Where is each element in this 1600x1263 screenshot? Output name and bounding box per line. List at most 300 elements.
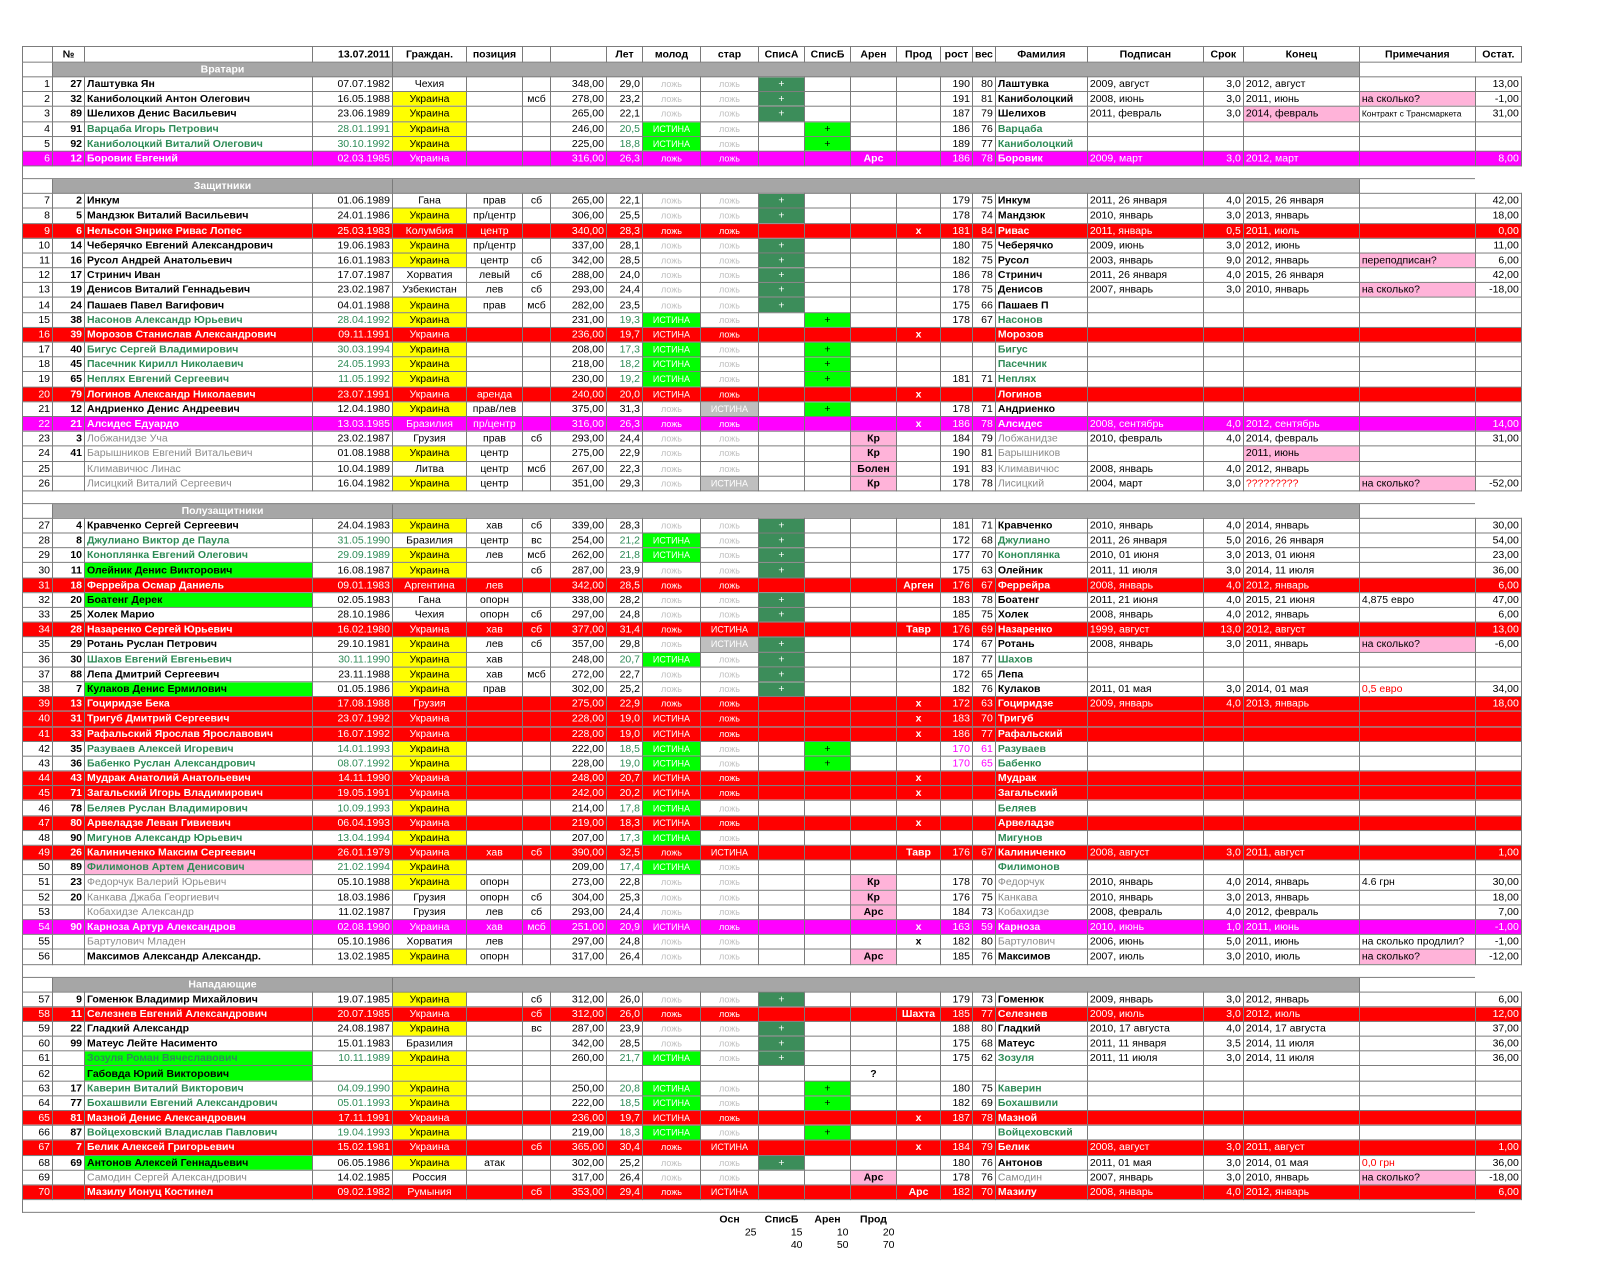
contract-end[interactable]: 2013, январь — [1243, 890, 1359, 905]
player-row[interactable] — [23, 1096, 1522, 1111]
salary[interactable]: 282,00 — [551, 298, 607, 313]
sale[interactable] — [897, 461, 941, 476]
loan[interactable] — [851, 992, 897, 1007]
remaining[interactable]: 6,00 — [1475, 253, 1521, 268]
row-index[interactable]: 53 — [23, 905, 53, 920]
remaining[interactable]: 47,00 — [1475, 593, 1521, 608]
position[interactable] — [467, 1125, 523, 1140]
list-a[interactable] — [759, 446, 805, 461]
loan[interactable] — [851, 238, 897, 253]
player-name[interactable]: Насонов Александр Юрьевич — [85, 312, 313, 327]
height[interactable] — [941, 327, 973, 342]
young-flag[interactable]: ложь — [643, 518, 701, 533]
player-row[interactable] — [23, 1066, 1522, 1081]
contract-end[interactable]: 2010, июль — [1243, 949, 1359, 964]
remaining[interactable] — [1475, 816, 1521, 831]
contract-end[interactable]: 2010, январь — [1243, 283, 1359, 298]
loan[interactable] — [851, 548, 897, 563]
contract-end[interactable] — [1243, 786, 1359, 801]
cell[interactable] — [805, 964, 851, 977]
row-index[interactable]: 50 — [23, 860, 53, 875]
salary[interactable]: 342,00 — [551, 253, 607, 268]
player-number[interactable] — [53, 1066, 85, 1081]
loan[interactable] — [851, 652, 897, 667]
list-a[interactable]: + — [759, 992, 805, 1007]
remaining[interactable] — [1475, 342, 1521, 357]
player-row[interactable] — [23, 652, 1522, 667]
birth-date[interactable]: 23.11.1988 — [313, 667, 393, 682]
contract-end[interactable]: 2010, январь — [1243, 1170, 1359, 1185]
surname[interactable]: Каниболоцкий — [995, 136, 1087, 151]
column-header[interactable]: СписА — [759, 46, 805, 62]
loan[interactable] — [851, 1111, 897, 1126]
position[interactable] — [467, 860, 523, 875]
cell[interactable] — [523, 1238, 551, 1251]
remaining[interactable]: 12,00 — [1475, 1006, 1521, 1021]
role[interactable] — [523, 830, 551, 845]
contract-end[interactable] — [1243, 830, 1359, 845]
term[interactable]: 3,0 — [1203, 1140, 1243, 1155]
column-header[interactable]: Арен — [851, 46, 897, 62]
loan[interactable] — [851, 1125, 897, 1140]
height[interactable] — [941, 830, 973, 845]
sale[interactable]: Тавр — [897, 845, 941, 860]
old-flag[interactable]: ложь — [701, 298, 759, 313]
list-b[interactable] — [805, 905, 851, 920]
column-header[interactable] — [551, 46, 607, 62]
note[interactable]: на сколько? — [1359, 283, 1475, 298]
sale[interactable]: x — [897, 1111, 941, 1126]
list-b[interactable] — [805, 949, 851, 964]
note[interactable] — [1359, 387, 1475, 402]
cell[interactable] — [643, 1200, 701, 1213]
weight[interactable]: 66 — [973, 298, 996, 313]
age[interactable]: 17,4 — [607, 860, 643, 875]
cell[interactable] — [851, 166, 897, 179]
height[interactable] — [941, 1066, 973, 1081]
list-a[interactable] — [759, 697, 805, 712]
weight[interactable]: 69 — [973, 622, 996, 637]
old-flag[interactable]: ложь — [701, 461, 759, 476]
cell[interactable] — [973, 166, 996, 179]
age[interactable]: 23,5 — [607, 298, 643, 313]
young-flag[interactable]: ИСТИНА — [643, 1081, 701, 1096]
term[interactable]: 5,0 — [1203, 934, 1243, 949]
surname[interactable]: Боровик — [995, 151, 1087, 166]
player-name[interactable]: Каниболоцкий Виталий Олегович — [85, 136, 313, 151]
signed[interactable] — [1087, 711, 1203, 726]
list-a[interactable] — [759, 875, 805, 890]
list-a[interactable] — [759, 622, 805, 637]
contract-end[interactable]: 2014, 11 июля — [1243, 1036, 1359, 1051]
citizenship[interactable]: Украина — [393, 711, 467, 726]
contract-end[interactable]: 2014, январь — [1243, 518, 1359, 533]
column-header[interactable]: Граждан. — [393, 46, 467, 62]
cell[interactable] — [23, 1200, 53, 1213]
cell[interactable] — [467, 1238, 523, 1251]
list-a[interactable] — [759, 402, 805, 417]
salary[interactable]: 316,00 — [551, 151, 607, 166]
cell[interactable] — [1243, 964, 1359, 977]
row-index[interactable]: 21 — [23, 402, 53, 417]
cell[interactable] — [85, 1226, 313, 1239]
surname[interactable]: Каверин — [995, 1081, 1087, 1096]
list-b[interactable] — [805, 327, 851, 342]
player-row[interactable] — [23, 223, 1522, 238]
row-index[interactable]: 36 — [23, 652, 53, 667]
loan[interactable] — [851, 771, 897, 786]
totals-value[interactable]: 10 — [836, 1226, 849, 1238]
young-flag[interactable]: ложь — [643, 905, 701, 920]
section-bar[interactable] — [393, 977, 1360, 992]
list-a[interactable] — [759, 890, 805, 905]
cell[interactable] — [941, 166, 973, 179]
signed[interactable]: 2008, январь — [1087, 607, 1203, 622]
citizenship[interactable]: Украина — [393, 1140, 467, 1155]
loan[interactable]: Арс — [851, 1170, 897, 1185]
player-row[interactable] — [23, 446, 1522, 461]
signed[interactable]: 2011, январь — [1087, 223, 1203, 238]
player-row[interactable] — [23, 327, 1522, 342]
term[interactable] — [1203, 372, 1243, 387]
birth-date[interactable]: 19.06.1983 — [313, 238, 393, 253]
cell[interactable] — [851, 1200, 897, 1213]
role[interactable]: мсб — [523, 92, 551, 107]
loan[interactable]: Болен — [851, 461, 897, 476]
remaining[interactable] — [1475, 741, 1521, 756]
young-flag[interactable]: ложь — [643, 1155, 701, 1170]
weight[interactable]: 63 — [973, 563, 996, 578]
cell[interactable] — [523, 964, 551, 977]
remaining[interactable]: -6,00 — [1475, 637, 1521, 652]
term[interactable]: 4,0 — [1203, 697, 1243, 712]
surname[interactable]: Мигунов — [995, 830, 1087, 845]
term[interactable]: 3,5 — [1203, 1036, 1243, 1051]
term[interactable] — [1203, 402, 1243, 417]
list-a[interactable]: + — [759, 283, 805, 298]
role[interactable] — [523, 771, 551, 786]
old-flag[interactable]: ложь — [701, 1051, 759, 1066]
player-row[interactable] — [23, 1021, 1522, 1036]
salary[interactable]: 267,00 — [551, 461, 607, 476]
citizenship[interactable]: Гана — [393, 593, 467, 608]
player-row[interactable] — [23, 711, 1522, 726]
player-row[interactable] — [23, 1155, 1522, 1170]
note[interactable] — [1359, 136, 1475, 151]
cell[interactable] — [607, 1238, 643, 1251]
player-number[interactable]: 14 — [53, 238, 85, 253]
loan[interactable] — [851, 637, 897, 652]
age[interactable]: 20,0 — [607, 387, 643, 402]
note[interactable] — [1359, 563, 1475, 578]
note[interactable] — [1359, 1081, 1475, 1096]
role[interactable] — [523, 446, 551, 461]
old-flag[interactable]: ложь — [701, 726, 759, 741]
young-flag[interactable]: ложь — [643, 431, 701, 446]
row-index[interactable]: 5 — [23, 136, 53, 151]
player-number[interactable]: 27 — [53, 77, 85, 92]
position[interactable]: опорн — [467, 607, 523, 622]
player-row[interactable] — [23, 756, 1522, 771]
birth-date[interactable]: 30.10.1992 — [313, 136, 393, 151]
totals-value[interactable]: 70 — [882, 1238, 895, 1251]
sale[interactable] — [897, 652, 941, 667]
birth-date[interactable]: 28.10.1986 — [313, 607, 393, 622]
remaining[interactable] — [1475, 667, 1521, 682]
position[interactable] — [467, 786, 523, 801]
young-flag[interactable]: ложь — [643, 238, 701, 253]
contract-end[interactable] — [1243, 136, 1359, 151]
position[interactable] — [467, 372, 523, 387]
list-a[interactable] — [759, 1170, 805, 1185]
list-a[interactable] — [759, 830, 805, 845]
surname[interactable]: Климавичюс — [995, 461, 1087, 476]
citizenship[interactable]: Хорватия — [393, 934, 467, 949]
header-cell[interactable] — [23, 46, 53, 62]
term[interactable] — [1203, 711, 1243, 726]
column-header[interactable]: Конец — [1243, 46, 1359, 62]
contract-end[interactable]: 2014, 11 июля — [1243, 1051, 1359, 1066]
row-index[interactable]: 64 — [23, 1096, 53, 1111]
old-flag[interactable]: ложь — [701, 786, 759, 801]
sale[interactable] — [897, 476, 941, 491]
row-index[interactable]: 35 — [23, 637, 53, 652]
row-index[interactable]: 55 — [23, 934, 53, 949]
height[interactable]: 179 — [941, 193, 973, 208]
young-flag[interactable]: ИСТИНА — [643, 801, 701, 816]
signed[interactable] — [1087, 1125, 1203, 1140]
salary[interactable]: 228,00 — [551, 711, 607, 726]
citizenship[interactable]: Чехия — [393, 607, 467, 622]
citizenship[interactable]: Румыния — [393, 1185, 467, 1200]
player-number[interactable]: 87 — [53, 1125, 85, 1140]
cell[interactable] — [313, 1200, 393, 1213]
term[interactable] — [1203, 816, 1243, 831]
position[interactable] — [467, 1036, 523, 1051]
height[interactable]: 181 — [941, 223, 973, 238]
list-b[interactable] — [805, 431, 851, 446]
list-b[interactable] — [805, 786, 851, 801]
salary[interactable]: 230,00 — [551, 372, 607, 387]
position[interactable] — [467, 1185, 523, 1200]
row-index[interactable]: 33 — [23, 607, 53, 622]
young-flag[interactable]: ИСТИНА — [643, 1096, 701, 1111]
player-number[interactable]: 20 — [53, 593, 85, 608]
list-b[interactable] — [805, 637, 851, 652]
sale[interactable] — [897, 1081, 941, 1096]
surname[interactable]: Барышников — [995, 446, 1087, 461]
age[interactable]: 20,2 — [607, 786, 643, 801]
contract-end[interactable]: 2012, январь — [1243, 253, 1359, 268]
old-flag[interactable]: ложь — [701, 327, 759, 342]
old-flag[interactable]: ИСТИНА — [701, 1185, 759, 1200]
cell[interactable] — [701, 1200, 759, 1213]
birth-date[interactable]: 19.05.1991 — [313, 786, 393, 801]
signed[interactable]: 2010, январь — [1087, 890, 1203, 905]
height[interactable]: 178 — [941, 312, 973, 327]
weight[interactable]: 70 — [973, 875, 996, 890]
player-row[interactable] — [23, 771, 1522, 786]
age[interactable]: 22,1 — [607, 193, 643, 208]
salary[interactable]: 357,00 — [551, 637, 607, 652]
citizenship[interactable]: Украина — [393, 387, 467, 402]
list-a[interactable] — [759, 223, 805, 238]
sale[interactable] — [897, 402, 941, 417]
old-flag[interactable]: ложь — [701, 992, 759, 1007]
surname[interactable]: Неплях — [995, 372, 1087, 387]
player-row[interactable] — [23, 1170, 1522, 1185]
cell[interactable] — [53, 166, 85, 179]
position[interactable]: центр — [467, 446, 523, 461]
player-name[interactable]: Гоциридзе Бека — [85, 697, 313, 712]
citizenship[interactable]: Колумбия — [393, 223, 467, 238]
term[interactable] — [1203, 387, 1243, 402]
weight[interactable]: 80 — [973, 934, 996, 949]
citizenship[interactable]: Украина — [393, 1006, 467, 1021]
signed[interactable]: 2011, 11 июля — [1087, 1051, 1203, 1066]
loan[interactable] — [851, 1096, 897, 1111]
height[interactable] — [941, 342, 973, 357]
young-flag[interactable]: ИСТИНА — [643, 372, 701, 387]
term[interactable]: 3,0 — [1203, 283, 1243, 298]
list-b[interactable] — [805, 476, 851, 491]
height[interactable]: 176 — [941, 622, 973, 637]
position[interactable]: прав — [467, 682, 523, 697]
contract-end[interactable]: 2012, январь — [1243, 607, 1359, 622]
loan[interactable]: Кр — [851, 890, 897, 905]
signed[interactable]: 2009, январь — [1087, 992, 1203, 1007]
list-a[interactable] — [759, 461, 805, 476]
loan[interactable] — [851, 1021, 897, 1036]
row-index[interactable]: 56 — [23, 949, 53, 964]
list-a[interactable] — [759, 151, 805, 166]
list-b[interactable] — [805, 860, 851, 875]
row-index[interactable]: 62 — [23, 1066, 53, 1081]
height[interactable]: 180 — [941, 1081, 973, 1096]
player-name[interactable]: Зозуля Роман Вячеславович — [85, 1051, 313, 1066]
cell[interactable] — [607, 166, 643, 179]
contract-end[interactable] — [1243, 387, 1359, 402]
salary[interactable]: 228,00 — [551, 726, 607, 741]
signed[interactable]: 2007, июль — [1087, 949, 1203, 964]
birth-date[interactable]: 23.07.1992 — [313, 711, 393, 726]
note[interactable] — [1359, 756, 1475, 771]
player-name[interactable]: Нельсон Энрике Ривас Лопес — [85, 223, 313, 238]
list-a[interactable] — [759, 756, 805, 771]
column-header[interactable]: рост — [941, 46, 973, 62]
list-b[interactable] — [805, 1051, 851, 1066]
old-flag[interactable]: ложь — [701, 387, 759, 402]
age[interactable]: 20,7 — [607, 771, 643, 786]
term[interactable]: 9,0 — [1203, 253, 1243, 268]
citizenship[interactable]: Бразилия — [393, 533, 467, 548]
young-flag[interactable]: ИСТИНА — [643, 1051, 701, 1066]
old-flag[interactable]: ИСТИНА — [701, 1140, 759, 1155]
salary[interactable]: 275,00 — [551, 697, 607, 712]
cell[interactable] — [1203, 1200, 1243, 1213]
birth-date[interactable]: 21.02.1994 — [313, 860, 393, 875]
player-number[interactable]: 71 — [53, 786, 85, 801]
remaining[interactable]: 1,00 — [1475, 1140, 1521, 1155]
player-row[interactable] — [23, 830, 1522, 845]
weight[interactable]: 78 — [973, 476, 996, 491]
surname[interactable]: Арвеладзе — [995, 816, 1087, 831]
position[interactable]: центр — [467, 223, 523, 238]
weight[interactable]: 74 — [973, 208, 996, 223]
role[interactable] — [523, 121, 551, 136]
player-number[interactable] — [53, 1170, 85, 1185]
signed[interactable] — [1087, 1081, 1203, 1096]
position[interactable]: лев — [467, 905, 523, 920]
row-index[interactable]: 13 — [23, 283, 53, 298]
player-number[interactable]: 39 — [53, 327, 85, 342]
cell[interactable] — [897, 166, 941, 179]
citizenship[interactable]: Украина — [393, 949, 467, 964]
loan[interactable]: Арс — [851, 905, 897, 920]
height[interactable]: 179 — [941, 992, 973, 1007]
list-b[interactable] — [805, 223, 851, 238]
old-flag[interactable]: ложь — [701, 593, 759, 608]
loan[interactable] — [851, 816, 897, 831]
cell[interactable] — [1203, 166, 1243, 179]
cell[interactable] — [23, 179, 53, 194]
player-name[interactable]: Назаренко Сергей Юрьевич — [85, 622, 313, 637]
player-row[interactable] — [23, 1006, 1522, 1021]
weight[interactable] — [973, 801, 996, 816]
note[interactable] — [1359, 193, 1475, 208]
player-number[interactable]: 69 — [53, 1155, 85, 1170]
sale[interactable]: x — [897, 920, 941, 935]
signed[interactable]: 2011, 11 июля — [1087, 563, 1203, 578]
cell[interactable] — [607, 964, 643, 977]
old-flag[interactable]: ложь — [701, 578, 759, 593]
surname[interactable]: Алсидес — [995, 416, 1087, 431]
young-flag[interactable]: ложь — [643, 593, 701, 608]
old-flag[interactable]: ложь — [701, 563, 759, 578]
salary[interactable]: 242,00 — [551, 786, 607, 801]
role[interactable]: сб — [523, 905, 551, 920]
remaining[interactable] — [1475, 1096, 1521, 1111]
height[interactable]: 178 — [941, 476, 973, 491]
height[interactable]: 172 — [941, 533, 973, 548]
role[interactable]: сб — [523, 845, 551, 860]
note[interactable]: 0,0 грн — [1359, 1155, 1475, 1170]
term[interactable] — [1203, 121, 1243, 136]
sale[interactable] — [897, 342, 941, 357]
sale[interactable]: x — [897, 416, 941, 431]
row-index[interactable]: 17 — [23, 342, 53, 357]
cell[interactable] — [701, 1238, 759, 1251]
totals-label[interactable]: Осн — [719, 1213, 740, 1226]
player-number[interactable] — [53, 461, 85, 476]
role[interactable]: сб — [523, 607, 551, 622]
list-a[interactable] — [759, 1125, 805, 1140]
role[interactable] — [523, 1066, 551, 1081]
sale[interactable] — [897, 136, 941, 151]
list-a[interactable] — [759, 476, 805, 491]
position[interactable] — [467, 801, 523, 816]
note[interactable] — [1359, 1036, 1475, 1051]
list-a[interactable]: + — [759, 652, 805, 667]
row-index[interactable]: 41 — [23, 726, 53, 741]
remaining[interactable] — [1475, 711, 1521, 726]
note[interactable] — [1359, 905, 1475, 920]
role[interactable] — [523, 387, 551, 402]
birth-date[interactable]: 23.06.1989 — [313, 107, 393, 122]
citizenship[interactable]: Литва — [393, 461, 467, 476]
remaining[interactable]: 34,00 — [1475, 682, 1521, 697]
player-number[interactable]: 28 — [53, 622, 85, 637]
